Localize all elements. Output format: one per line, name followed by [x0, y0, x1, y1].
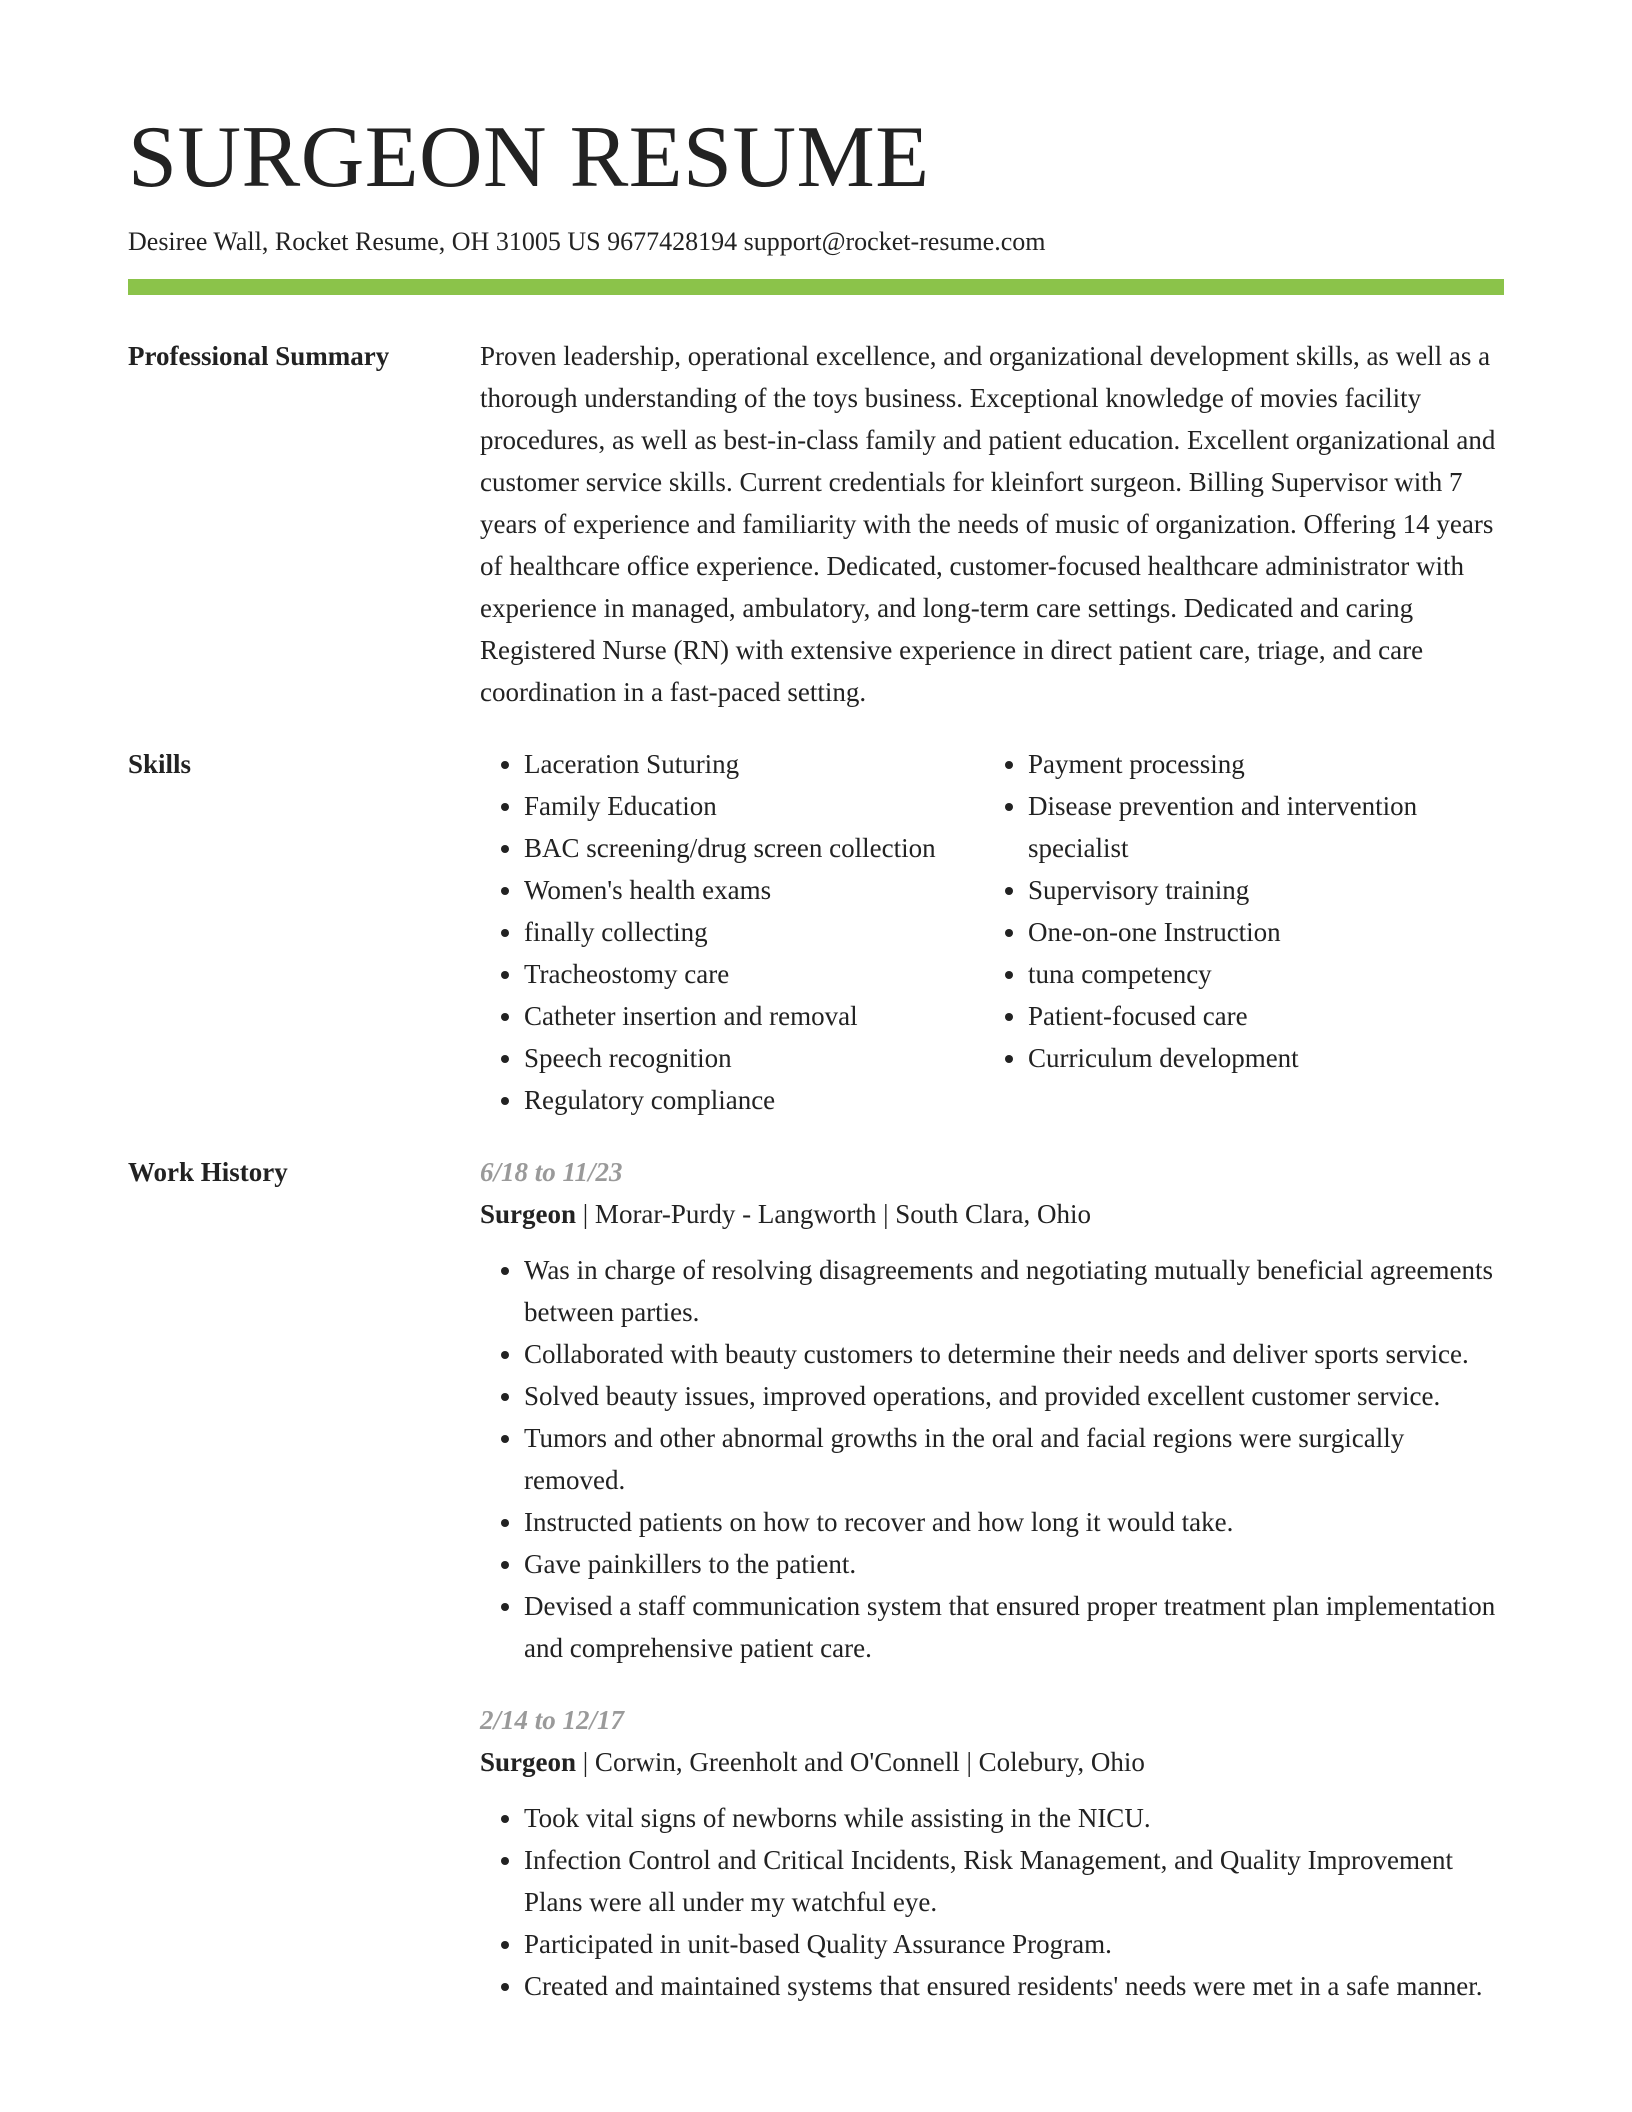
work-history-section	[128, 1151, 1504, 2007]
job-dates: 2/14 to 12/17	[480, 1704, 625, 1735]
skills-list-left	[480, 743, 984, 1121]
summary-section	[128, 335, 1504, 713]
job-bullet: • Participated in unit-based Quality Assurance Program.	[524, 1923, 1504, 1965]
job-bullet: • Tumors and other abnormal growths in the oral and facial regions were surgically removed.	[524, 1417, 1504, 1501]
job-bullet: • Instructed patients on how to recover and how long it would take.	[524, 1501, 1504, 1543]
skill-item: • Payment processing	[1028, 743, 1504, 785]
job-title-line	[480, 1741, 1504, 1783]
skill-item: • finally collecting	[524, 911, 984, 953]
page-title: SURGEON RESUME	[128, 109, 930, 206]
skill-item: • Family Education	[524, 785, 984, 827]
job-bullet-list	[480, 1249, 1504, 1669]
job-bullet: • Infection Control and Critical Incidents, Risk Management, and Quality Improvement Plans were all under my watchful eye.	[524, 1839, 1504, 1923]
skill-item: • One-on-one Instruction	[1028, 911, 1504, 953]
skills-section	[128, 743, 1504, 1121]
skill-item: • Speech recognition	[524, 1037, 984, 1079]
skill-item: • Patient-focused care	[1028, 995, 1504, 1037]
contact-line: Desiree Wall, Rocket Resume, OH 31005 US 9677428194 support@rocket-resume.com	[128, 226, 1046, 256]
job-position: Surgeon	[480, 1746, 577, 1777]
work-history-label: Work History	[128, 1156, 288, 1187]
job-bullet: • Took vital signs of newborns while assisting in the NICU.	[524, 1797, 1504, 1839]
skill-item: • Tracheostomy care	[524, 953, 984, 995]
job-details: | Morar-Purdy - Langworth | South Clara, Ohio	[582, 1198, 1091, 1229]
job-title-line	[480, 1193, 1504, 1235]
job-bullet: • Created and maintained systems that ensured residents' needs were met in a safe manner.	[524, 1965, 1504, 2007]
skill-item: • Curriculum development	[1028, 1037, 1504, 1079]
summary-label: Professional Summary	[128, 340, 390, 371]
summary-content	[480, 335, 1504, 713]
job-bullet: • Devised a staff communication system that ensured proper treatment plan implementation and comprehensive patient care.	[524, 1585, 1504, 1669]
job-bullet: • Was in charge of resolving disagreements and negotiating mutually beneficial agreements between parties.	[524, 1249, 1504, 1333]
skills-list-right	[984, 743, 1504, 1121]
skill-item: • BAC screening/drug screen collection	[524, 827, 984, 869]
job-details: | Corwin, Greenholt and O'Connell | Colebury, Ohio	[582, 1746, 1145, 1777]
summary-text: Proven leadership, operational excellence, and organizational development skills, as well as a thorough understanding of the toys business. Exceptional knowledge of movies facility procedures, as well as best-in-class family and patient education. Excellent organizational and customer service skills. Current credentials for kleinfort surgeon. Billing Supervisor with 7 years of experience and familiarity with the needs of music of organization. Offering 14 years of healthcare office experience. Dedicated, customer-focused healthcare administrator with experience in managed, ambulatory, and long-term care settings. Dedicated and caring Registered Nurse (RN) with extensive experience in direct patient care, triage, and care coordination in a fast-paced setting.	[480, 340, 1496, 707]
skill-item: • Laceration Suturing	[524, 743, 984, 785]
job-bullet: • Gave painkillers to the patient.	[524, 1543, 1504, 1585]
skills-label: Skills	[128, 748, 192, 779]
skill-item: • Regulatory compliance	[524, 1079, 984, 1121]
header-divider	[128, 279, 1504, 295]
skills-columns	[480, 743, 1504, 1121]
skill-item: • tuna competency	[1028, 953, 1504, 995]
job-entry	[480, 1151, 1504, 1669]
job-position: Surgeon	[480, 1198, 577, 1229]
skill-item: • Supervisory training	[1028, 869, 1504, 911]
skill-item: • Women's health exams	[524, 869, 984, 911]
job-dates: 6/18 to 11/23	[480, 1156, 623, 1187]
job-bullet-list	[480, 1797, 1504, 2007]
job-bullet: • Solved beauty issues, improved operations, and provided excellent customer service.	[524, 1375, 1504, 1417]
skill-item: • Disease prevention and intervention specialist	[1028, 785, 1504, 869]
job-bullet: • Collaborated with beauty customers to determine their needs and deliver sports service.	[524, 1333, 1504, 1375]
work-history-content	[480, 1151, 1504, 2007]
job-entry	[480, 1699, 1504, 2007]
skills-content	[480, 743, 1504, 1121]
skill-item: • Catheter insertion and removal	[524, 995, 984, 1037]
